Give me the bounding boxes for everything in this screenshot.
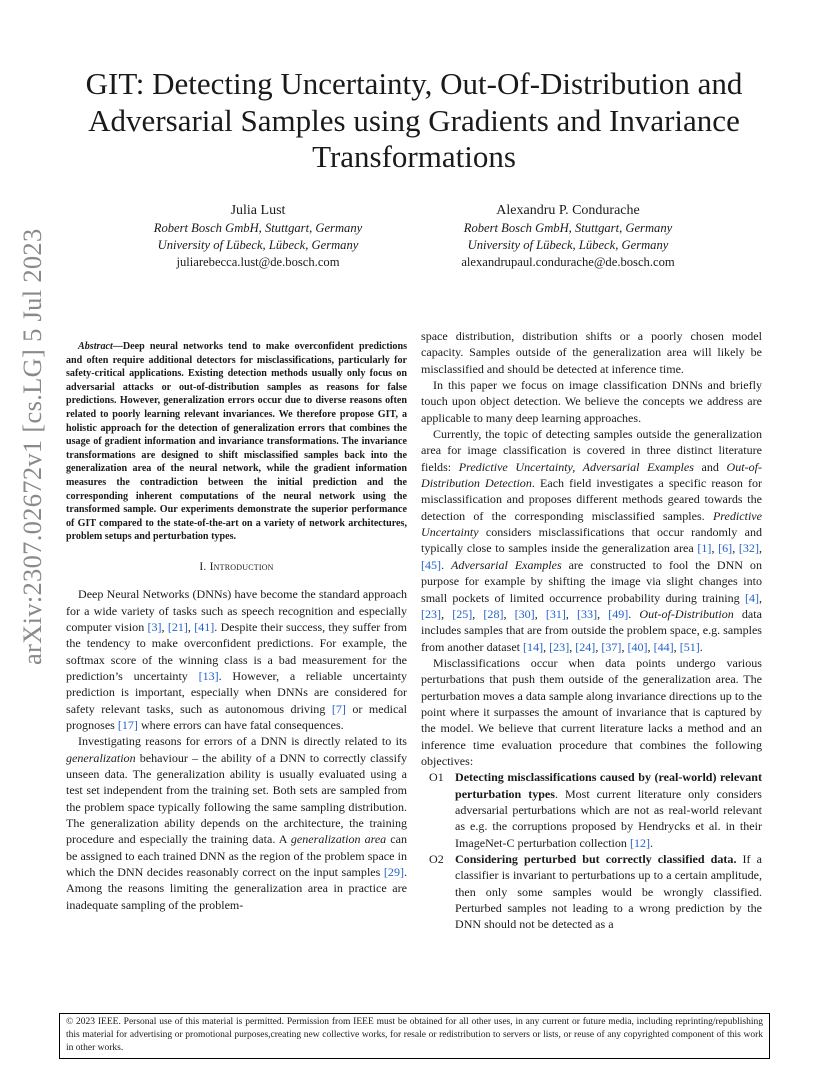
- author-affiliation: Robert Bosch GmbH, Stuttgart, Germany: [153, 221, 363, 235]
- citation-link[interactable]: [32]: [738, 541, 759, 556]
- author-affiliation: University of Lübeck, Lübeck, Germany: [157, 238, 359, 252]
- citation-link[interactable]: [41]: [194, 619, 215, 634]
- intro-paragraph-1: Deep Neural Networks (DNNs) have become the standard approach for a wide variety of tasks such as speech recognition and especially computer vision [3], [21], [41]. Despite their success, they suffer from the tendency to make overconfident predictions. For example, the softmax score of the winning class is a bad measurement for the prediction’s uncertainty [13]. However, a reliable uncertainty prediction is important, especially when DNNs are considered for safety relevant tasks, such as autonomous driving [7] or medical prognoses [17] where errors can have fatal consequences.: [66, 587, 407, 732]
- citation-link[interactable]: [51]: [679, 639, 700, 654]
- citation-link[interactable]: [21]: [167, 619, 188, 634]
- right-column: [421, 328, 762, 933]
- author-affiliation: Robert Bosch GmbH, Stuttgart, Germany: [463, 221, 673, 235]
- citation-link[interactable]: [14]: [523, 639, 544, 654]
- citation-link[interactable]: [24]: [575, 639, 596, 654]
- citation-link[interactable]: [33]: [577, 606, 598, 621]
- intro-paragraph-3: In this paper we focus on image classification DNNs and briefly touch upon object detection. We believe the concepts we address are applicable to many deep learning approaches.: [421, 378, 762, 425]
- author-block-1: [113, 201, 403, 271]
- citation-link[interactable]: [7]: [331, 701, 346, 716]
- citation-link[interactable]: [23]: [549, 639, 570, 654]
- citation-link[interactable]: [49]: [608, 606, 629, 621]
- citation-link[interactable]: [40]: [627, 639, 648, 654]
- objectives-list: [421, 769, 762, 932]
- citation-link[interactable]: [23]: [421, 606, 442, 621]
- arxiv-identifier-stamp: arXiv:2307.02672v1 [cs.LG] 5 Jul 2023: [17, 228, 47, 665]
- copyright-notice: © 2023 IEEE. Personal use of this material is permitted. Permission from IEEE must be obtained for all other uses, in any current or future media, including reprinting/republishing this material for advertising or promotional purposes,creating new collective works, for resale or redistribution to servers or lists, or reuse of any copyrighted component of this work in other works.: [59, 1013, 770, 1059]
- citation-link[interactable]: [37]: [601, 639, 622, 654]
- author-affiliation: University of Lübeck, Lübeck, Germany: [467, 238, 669, 252]
- citation-link[interactable]: [25]: [452, 606, 473, 621]
- left-column: [66, 340, 407, 913]
- paper-title: GIT: Detecting Uncertainty, Out-Of-Distribution and Adversarial Samples using Gradients and Invariance Transformations: [85, 66, 743, 174]
- citation-link[interactable]: [45]: [421, 557, 442, 572]
- citation-link[interactable]: [1]: [697, 541, 712, 556]
- abstract-text: —Deep neural networks tend to make overconfident predictions and often require additional detectors for misclassifications, particularly for safety-critical applications. Existing detection methods usually only focus on adversarial attacks or out-of-distribution samples as reasons for false predictions. However, generalization errors occur due to diverse reasons often related to poorly learning relevant invariances. We therefore propose GIT, a holistic approach for the detection of generalization errors that combines the usage of gradient information and invariance transformations. The invariance transformations are designed to shift misclassified samples back into the generalization area of the neural network, while the gradient information measures the contradiction between the initial prediction and the corresponding inherent computations of the neural network using the transformed sample. Our experiments demonstrate the superior performance of GIT compared to the state-of-the-art on a variety of network architectures, problem setups and perturbation types.: [66, 341, 407, 543]
- intro-paragraph-4: Currently, the topic of detecting samples outside the generalization area for image classification is covered in three distinct literature fields: Predictive Uncertainty, Adversarial Examples and Out-of-Distribution Detection. Each field investigates a specific reason for misclassification and proposes different methods geared towards the detection of the corresponding misclassified samples. Predictive Uncertainty considers misclassifications that occur randomly and typically close to samples inside the generalization area [1], [6], [32], [45]. Adversarial Examples are constructed to fool the DNN on purpose for example by shifting the image via slight changes into small pockets of limited occurrence probability during training [4], [23], [25], [28], [30], [31], [33], [49]. Out-of-Distribution data includes samples that are from outside the problem space, e.g. samples from another dataset [14], [23], [24], [37], [40], [44], [51].: [421, 427, 763, 654]
- intro-paragraph-5: Misclassifications occur when data points undergo various perturbations that push them outside of the generalization area. The perturbation moves a data sample along invariance directions up to the point where it surpasses the amount of invariance that is captured by the model. We believe that current literature lacks a method and an inference time evaluation procedure that combines the following objectives:: [421, 655, 762, 768]
- objective-number: O2: [429, 852, 444, 866]
- citation-link[interactable]: [6]: [718, 541, 733, 556]
- objective-item: [421, 851, 762, 933]
- citation-link[interactable]: [44]: [653, 639, 674, 654]
- citation-link[interactable]: [30]: [514, 606, 535, 621]
- section-title: Introduction: [209, 559, 274, 573]
- intro-paragraph-2: Investigating reasons for errors of a DNN is directly related to its generalization behaviour – the ability of a DNN to correctly classify unseen data. The generalization ability is usually evaluated using a test set independent from the training set. Both sets are sampled from the problem space typically following the same sampling distribution. The generalization ability depends on the architecture, the training procedure and especially the training data. A generalization area can be assigned to each trained DNN as the region of the problem space in which the DNN decides reasonably correct on the input samples [29]. Among the reasons limiting the generalization area in practice are inadequate sampling of the problem-: [66, 734, 407, 912]
- author-name: Alexandru P. Condurache: [496, 203, 640, 218]
- citation-link[interactable]: [4]: [744, 590, 759, 605]
- objective-text: Detecting misclassifications caused by (real-world) relevant perturbation types. Most current literature only considers adversarial perturbations which are not as real-world relevant as e.g. the corruptions proposed by Hendrycks et al. in their ImageNet-C perturbation collection [12].: [455, 770, 762, 850]
- citation-link[interactable]: [3]: [147, 619, 162, 634]
- objective-text: Considering perturbed but correctly classified data. If a classifier is invariant to perturbations up to a certain amplitude, then only some samples would be wrongly classified. Perturbed samples not leading to a wrong prediction by the DNN should not be detected as a: [455, 852, 762, 932]
- intro-paragraph-continued: space distribution, distribution shifts or a poorly chosen model capacity. Samples outside of the generalization area will likely be misclassified and should be detected at inference time.: [421, 329, 762, 376]
- citation-link[interactable]: [29]: [383, 865, 404, 880]
- author-block-2: [423, 201, 713, 271]
- citation-link[interactable]: [13]: [198, 668, 219, 683]
- author-name: Julia Lust: [230, 203, 286, 218]
- abstract: [66, 340, 407, 544]
- citation-link[interactable]: [28]: [483, 606, 504, 621]
- author-email: juliarebecca.lust@de.bosch.com: [176, 255, 340, 269]
- objective-item: [421, 769, 762, 851]
- citation-link[interactable]: [12]: [629, 835, 651, 850]
- citation-link[interactable]: [31]: [545, 606, 566, 621]
- citation-link[interactable]: [17]: [117, 718, 138, 732]
- section-heading: [66, 559, 407, 575]
- objective-number: O1: [429, 770, 444, 785]
- author-email: alexandrupaul.condurache@de.bosch.com: [461, 255, 675, 269]
- section-number: I.: [199, 559, 207, 573]
- abstract-label: Abstract: [78, 341, 113, 352]
